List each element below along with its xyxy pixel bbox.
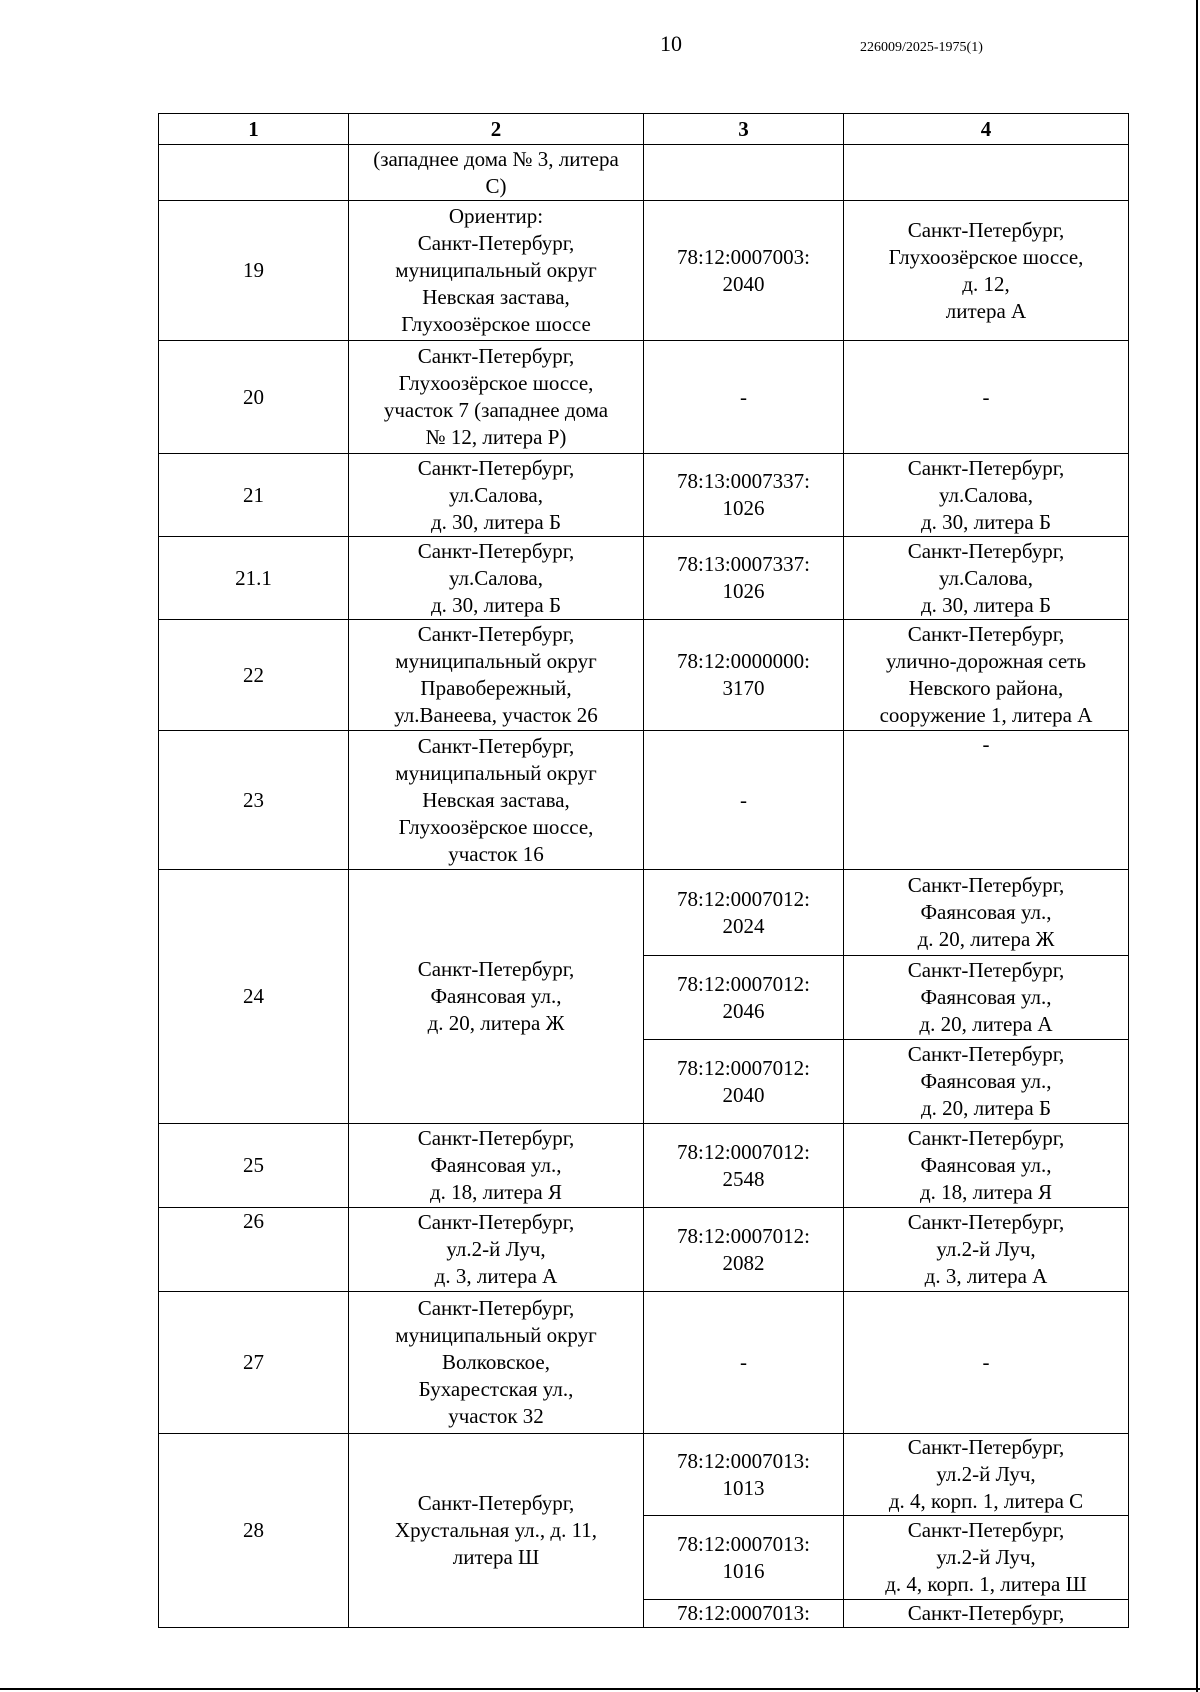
page-number: 10	[660, 31, 682, 56]
table-body	[159, 145, 1129, 1628]
column-header-4: 4	[844, 114, 1129, 145]
cell-col-4: Санкт-Петербург, ул.Салова, д. 30, литера Б	[844, 537, 1129, 620]
cell-col-2: (западнее дома № 3, литера С)	[349, 145, 644, 201]
table-row	[159, 201, 1129, 341]
cell-col-1: 26	[159, 1208, 349, 1292]
cell-col-1: 27	[159, 1292, 349, 1434]
page-edge-right	[1196, 0, 1198, 1692]
cell-col-4: Санкт-Петербург, Фаянсовая ул., д. 20, литера А	[844, 956, 1129, 1040]
cell-col-4: Санкт-Петербург, ул.Салова, д. 30, литера Б	[844, 454, 1129, 537]
table-row	[159, 1124, 1129, 1208]
cell-col-1: 21	[159, 454, 349, 537]
column-header-2: 2	[349, 114, 644, 145]
cell-col-2: Санкт-Петербург, Глухоозёрское шоссе, участок 7 (западнее дома № 12, литера Р)	[349, 341, 644, 454]
cell-col-2: Санкт-Петербург, ул.Салова, д. 30, литера Б	[349, 454, 644, 537]
cell-col-3: 78:12:0007003: 2040	[644, 201, 844, 341]
cell-col-1: 19	[159, 201, 349, 341]
cell-col-4: Санкт-Петербург, Фаянсовая ул., д. 20, литера Б	[844, 1040, 1129, 1124]
cell-col-3: 78:13:0007337: 1026	[644, 454, 844, 537]
cell-col-2: Санкт-Петербург, муниципальный округ Правобережный, ул.Ванеева, участок 26	[349, 620, 644, 731]
table-row	[159, 731, 1129, 870]
table-row	[159, 870, 1129, 956]
cell-col-2: Санкт-Петербург, ул.2-й Луч, д. 3, литера А	[349, 1208, 644, 1292]
cell-col-3	[644, 145, 844, 201]
cell-col-4: -	[844, 731, 1129, 870]
cell-col-4: Санкт-Петербург,	[844, 1600, 1129, 1628]
table-row	[159, 1208, 1129, 1292]
cell-col-3: -	[644, 341, 844, 454]
cell-col-1: 23	[159, 731, 349, 870]
cell-col-2: Санкт-Петербург, муниципальный округ Волковское, Бухарестская ул., участок 32	[349, 1292, 644, 1434]
cell-col-4: Санкт-Петербург, ул.2-й Луч, д. 4, корп. 1, литера Ш	[844, 1516, 1129, 1600]
cell-col-2: Санкт-Петербург, Фаянсовая ул., д. 18, литера Я	[349, 1124, 644, 1208]
cell-col-1: 20	[159, 341, 349, 454]
cell-col-3: 78:12:0007012: 2024	[644, 870, 844, 956]
cell-col-3: 78:12:0007013:	[644, 1600, 844, 1628]
cell-col-4: -	[844, 341, 1129, 454]
cell-col-3: 78:12:0007012: 2548	[644, 1124, 844, 1208]
document-number: 226009/2025-1975(1)	[860, 40, 983, 55]
cell-col-4: Санкт-Петербург, Фаянсовая ул., д. 18, литера Я	[844, 1124, 1129, 1208]
page-edge-bottom	[0, 1688, 1200, 1690]
cell-col-2: Ориентир: Санкт-Петербург, муниципальный округ Невская застава, Глухоозёрское шоссе	[349, 201, 644, 341]
cell-col-4: Санкт-Петербург, Фаянсовая ул., д. 20, литера Ж	[844, 870, 1129, 956]
cell-col-2: Санкт-Петербург, Хрустальная ул., д. 11, литера Ш	[349, 1434, 644, 1628]
land-parcels-table	[158, 113, 1129, 1628]
cell-col-2: Санкт-Петербург, ул.Салова, д. 30, литера Б	[349, 537, 644, 620]
cell-col-2: Санкт-Петербург, Фаянсовая ул., д. 20, литера Ж	[349, 870, 644, 1124]
cell-col-3: 78:12:0000000: 3170	[644, 620, 844, 731]
cell-col-4: -	[844, 1292, 1129, 1434]
table-row	[159, 341, 1129, 454]
cell-col-4: Санкт-Петербург, улично-дорожная сеть Невского района, сооружение 1, литера А	[844, 620, 1129, 731]
cell-col-1: 21.1	[159, 537, 349, 620]
cell-col-3: 78:12:0007013: 1013	[644, 1434, 844, 1516]
table-row	[159, 620, 1129, 731]
table-row	[159, 454, 1129, 537]
cell-col-1: 22	[159, 620, 349, 731]
cell-col-1: 24	[159, 870, 349, 1124]
cell-col-3: 78:13:0007337: 1026	[644, 537, 844, 620]
cell-col-1	[159, 145, 349, 201]
table-row	[159, 145, 1129, 201]
cell-col-3: 78:12:0007012: 2046	[644, 956, 844, 1040]
column-header-3: 3	[644, 114, 844, 145]
table-row	[159, 1292, 1129, 1434]
cell-col-4: Санкт-Петербург, ул.2-й Луч, д. 4, корп. 1, литера С	[844, 1434, 1129, 1516]
cell-col-4: Санкт-Петербург, Глухоозёрское шоссе, д. 12, литера А	[844, 201, 1129, 341]
column-header-1: 1	[159, 114, 349, 145]
cell-col-4	[844, 145, 1129, 201]
cell-col-3: 78:12:0007012: 2082	[644, 1208, 844, 1292]
cell-col-1: 28	[159, 1434, 349, 1628]
cell-col-3: -	[644, 731, 844, 870]
cell-col-3: -	[644, 1292, 844, 1434]
cell-col-3: 78:12:0007012: 2040	[644, 1040, 844, 1124]
cell-col-4: Санкт-Петербург, ул.2-й Луч, д. 3, литера А	[844, 1208, 1129, 1292]
cell-col-2: Санкт-Петербург, муниципальный округ Невская застава, Глухоозёрское шоссе, участок 16	[349, 731, 644, 870]
cell-col-3: 78:12:0007013: 1016	[644, 1516, 844, 1600]
cell-col-1: 25	[159, 1124, 349, 1208]
table-row	[159, 1434, 1129, 1516]
table-row	[159, 537, 1129, 620]
table-header-row	[159, 114, 1129, 145]
